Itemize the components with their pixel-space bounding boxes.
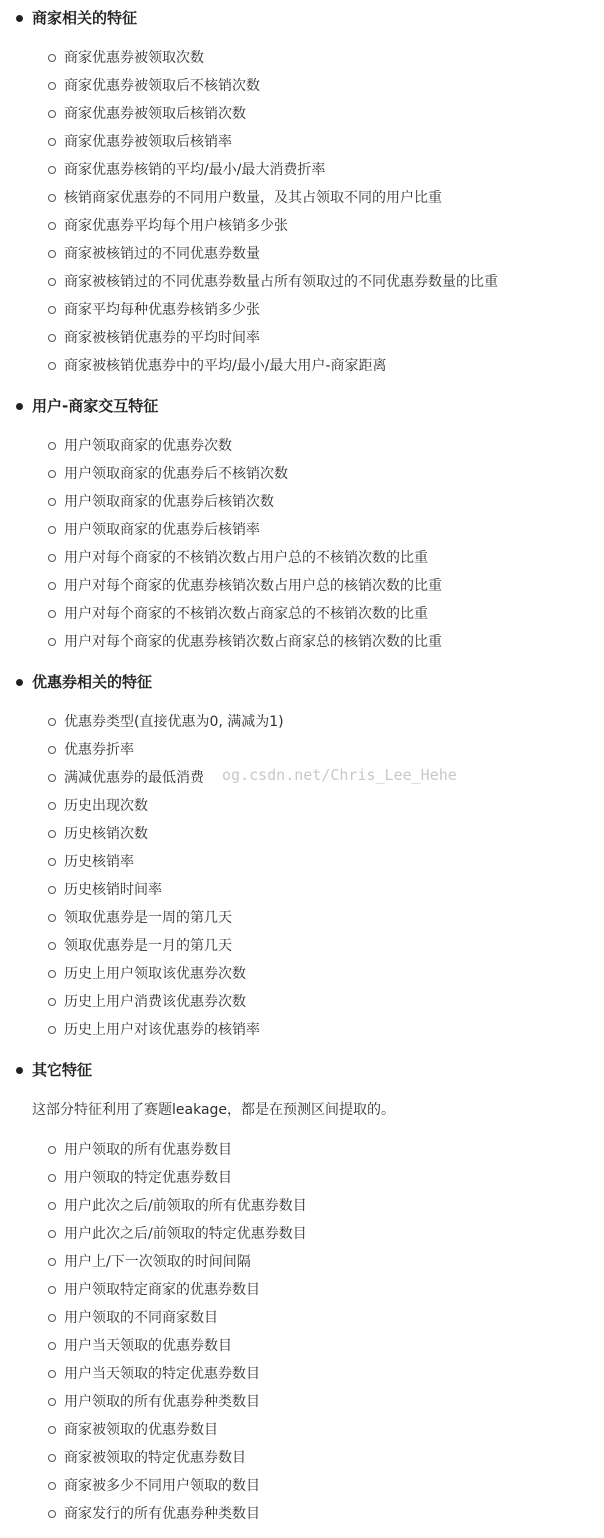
list-item: [0, 212, 604, 240]
list-item-text: 商家被核销过的不同优惠券数量: [64, 246, 260, 262]
list-item-text: 用户领取的所有优惠券种类数目: [64, 1394, 260, 1410]
bullet-circle-icon: [48, 610, 56, 618]
list-item: [0, 904, 604, 932]
list-item-text: 用户领取商家的优惠券后不核销次数: [64, 466, 288, 482]
bullet-disc-icon: [16, 679, 23, 686]
watermark: og.csdn.net/Chris_Lee_Hehe: [222, 766, 457, 784]
bullet-circle-icon: [48, 138, 56, 146]
list-item-text: 商家被核销优惠券的平均时间率: [64, 330, 260, 346]
list-item: [0, 324, 604, 352]
list-item-text: 用户领取特定商家的优惠券数目: [64, 1282, 260, 1298]
list-item-text: 领取优惠券是一周的第几天: [64, 910, 232, 926]
list-item-text: 用户领取商家的优惠券次数: [64, 438, 232, 454]
bullet-circle-icon: [48, 1026, 56, 1034]
bullet-circle-icon: [48, 194, 56, 202]
list-item-text: 用户领取的特定优惠券数目: [64, 1170, 232, 1186]
bullet-circle-icon: [48, 638, 56, 646]
list-item-text: 商家被领取的特定优惠券数目: [64, 1450, 246, 1466]
list-item: [0, 460, 604, 488]
list-item: [0, 736, 604, 764]
bullet-disc-icon: [16, 15, 23, 22]
bullet-circle-icon: [48, 1230, 56, 1238]
bullet-circle-icon: [48, 554, 56, 562]
list-item: [0, 1388, 604, 1416]
feature-list: [0, 432, 604, 656]
list-item-text: 用户领取商家的优惠券后核销次数: [64, 494, 274, 510]
bullet-circle-icon: [48, 1146, 56, 1154]
list-item-text: 用户对每个商家的不核销次数占商家总的不核销次数的比重: [64, 606, 428, 622]
section-title: 用户-商家交互特征: [32, 397, 159, 415]
bullet-circle-icon: [48, 110, 56, 118]
list-item: [0, 1444, 604, 1472]
bullet-circle-icon: [48, 802, 56, 810]
bullet-disc-icon: [16, 1067, 23, 1074]
list-item: [0, 352, 604, 380]
list-item-text: 历史上用户消费该优惠券次数: [64, 994, 246, 1010]
section-merchant: [0, 4, 604, 380]
list-item: [0, 1416, 604, 1444]
feature-list: [0, 44, 604, 380]
section-title: 优惠券相关的特征: [32, 673, 153, 691]
list-item: [0, 1164, 604, 1192]
list-item: [0, 628, 604, 656]
list-item: [0, 1192, 604, 1220]
bullet-circle-icon: [48, 1426, 56, 1434]
bullet-circle-icon: [48, 886, 56, 894]
list-item: [0, 296, 604, 324]
bullet-circle-icon: [48, 830, 56, 838]
list-item: [0, 1360, 604, 1388]
list-item-text: 商家优惠券被领取后核销率: [64, 134, 232, 150]
bullet-circle-icon: [48, 858, 56, 866]
bullet-circle-icon: [48, 970, 56, 978]
list-item-text: 优惠券折率: [64, 742, 134, 758]
bullet-circle-icon: [48, 526, 56, 534]
feature-list: [0, 1136, 604, 1528]
section-other: [0, 1056, 604, 1528]
bullet-circle-icon: [48, 278, 56, 286]
list-item-text: 用户上/下一次领取的时间间隔: [64, 1254, 251, 1270]
list-item: [0, 1332, 604, 1360]
section-note: 这部分特征利用了赛题leakage，都是在预测区间提取的。: [32, 1102, 396, 1118]
list-item: [0, 72, 604, 100]
list-item-text: 商家被领取的优惠券数目: [64, 1422, 218, 1438]
bullet-circle-icon: [48, 1398, 56, 1406]
list-item: [0, 988, 604, 1016]
list-item-text: 历史核销率: [64, 854, 134, 870]
list-item: [0, 44, 604, 72]
list-item: [0, 1276, 604, 1304]
list-item-text: 商家优惠券被领取后不核销次数: [64, 78, 260, 94]
bullet-circle-icon: [48, 166, 56, 174]
list-item-text: 领取优惠券是一月的第几天: [64, 938, 232, 954]
list-item-text: 用户当天领取的优惠券数目: [64, 1338, 232, 1354]
list-item-text: 用户领取的不同商家数目: [64, 1310, 218, 1326]
list-item-text: 商家优惠券被领取后核销次数: [64, 106, 246, 122]
list-item: [0, 1136, 604, 1164]
list-item-text: 商家优惠券核销的平均/最小/最大消费折率: [64, 162, 326, 178]
list-item: [0, 1248, 604, 1276]
list-item-text: 历史核销时间率: [64, 882, 162, 898]
bullet-circle-icon: [48, 1370, 56, 1378]
list-item-text: 历史出现次数: [64, 798, 148, 814]
list-item: [0, 100, 604, 128]
list-item: [0, 876, 604, 904]
section-coupon: [0, 668, 604, 1044]
bullet-circle-icon: [48, 470, 56, 478]
list-item-text: 商家被核销优惠券中的平均/最小/最大用户-商家距离: [64, 358, 387, 374]
list-item: [0, 1220, 604, 1248]
bullet-circle-icon: [48, 1258, 56, 1266]
bullet-circle-icon: [48, 498, 56, 506]
bullet-circle-icon: [48, 998, 56, 1006]
list-item-text: 用户对每个商家的优惠券核销次数占商家总的核销次数的比重: [64, 634, 442, 650]
list-item-text: 用户此次之后/前领取的所有优惠券数目: [64, 1198, 307, 1214]
list-item-text: 用户对每个商家的不核销次数占用户总的不核销次数的比重: [64, 550, 428, 566]
list-item: [0, 572, 604, 600]
bullet-circle-icon: [48, 362, 56, 370]
list-item: [0, 960, 604, 988]
list-item-text: 历史核销次数: [64, 826, 148, 842]
section-title: 商家相关的特征: [32, 9, 138, 27]
list-item-text: 用户对每个商家的优惠券核销次数占用户总的核销次数的比重: [64, 578, 442, 594]
feature-list: [0, 708, 604, 1044]
list-item: [0, 1500, 604, 1528]
list-item: [0, 128, 604, 156]
list-item: [0, 432, 604, 460]
bullet-circle-icon: [48, 1286, 56, 1294]
bullet-circle-icon: [48, 1510, 56, 1518]
list-item: [0, 516, 604, 544]
list-item-text: 用户领取的所有优惠券数目: [64, 1142, 232, 1158]
list-item: [0, 184, 604, 212]
bullet-circle-icon: [48, 1174, 56, 1182]
list-item-text: 商家优惠券被领取次数: [64, 50, 204, 66]
bullet-circle-icon: [48, 718, 56, 726]
list-item-text: 优惠券类型(直接优惠为0, 满减为1): [64, 714, 284, 730]
bullet-circle-icon: [48, 334, 56, 342]
bullet-circle-icon: [48, 1482, 56, 1490]
list-item: [0, 820, 604, 848]
section-user-merchant: [0, 392, 604, 656]
bullet-circle-icon: [48, 942, 56, 950]
list-item-text: 商家优惠券平均每个用户核销多少张: [64, 218, 288, 234]
list-item: [0, 1016, 604, 1044]
section-heading: [0, 1056, 604, 1084]
list-item: [0, 848, 604, 876]
list-item: [0, 792, 604, 820]
bullet-circle-icon: [48, 914, 56, 922]
list-item: [0, 240, 604, 268]
bullet-circle-icon: [48, 1314, 56, 1322]
section-heading: [0, 392, 604, 420]
list-item: [0, 544, 604, 572]
list-item: [0, 600, 604, 628]
list-item-text: 历史上用户领取该优惠券次数: [64, 966, 246, 982]
list-item-text: 商家平均每种优惠券核销多少张: [64, 302, 260, 318]
bullet-circle-icon: [48, 222, 56, 230]
list-item-text: 用户此次之后/前领取的特定优惠券数目: [64, 1226, 307, 1242]
list-item-text: 商家被多少不同用户领取的数目: [64, 1478, 260, 1494]
bullet-circle-icon: [48, 746, 56, 754]
bullet-circle-icon: [48, 774, 56, 782]
list-item: [0, 708, 604, 736]
bullet-circle-icon: [48, 582, 56, 590]
list-item: [0, 268, 604, 296]
bullet-circle-icon: [48, 1202, 56, 1210]
list-item-text: 历史上用户对该优惠券的核销率: [64, 1022, 260, 1038]
bullet-circle-icon: [48, 1342, 56, 1350]
bullet-circle-icon: [48, 82, 56, 90]
section-heading: [0, 4, 604, 32]
section-heading: [0, 668, 604, 696]
list-item: [0, 932, 604, 960]
list-item-text: 核销商家优惠券的不同用户数量，及其占领取不同的用户比重: [64, 190, 442, 206]
list-item: [0, 1472, 604, 1500]
list-item: [0, 488, 604, 516]
section-title: 其它特征: [32, 1061, 93, 1079]
bullet-circle-icon: [48, 54, 56, 62]
list-item: [0, 156, 604, 184]
bullet-disc-icon: [16, 403, 23, 410]
bullet-circle-icon: [48, 250, 56, 258]
list-item-text: 满减优惠券的最低消费: [64, 770, 204, 786]
bullet-circle-icon: [48, 306, 56, 314]
list-item: [0, 1304, 604, 1332]
list-item-text: 商家发行的所有优惠券种类数目: [64, 1506, 260, 1522]
list-item: [0, 764, 604, 792]
list-item-text: 用户领取商家的优惠券后核销率: [64, 522, 260, 538]
list-item-text: 商家被核销过的不同优惠券数量占所有领取过的不同优惠券数量的比重: [64, 274, 498, 290]
bullet-circle-icon: [48, 442, 56, 450]
bullet-circle-icon: [48, 1454, 56, 1462]
list-item-text: 用户当天领取的特定优惠券数目: [64, 1366, 260, 1382]
